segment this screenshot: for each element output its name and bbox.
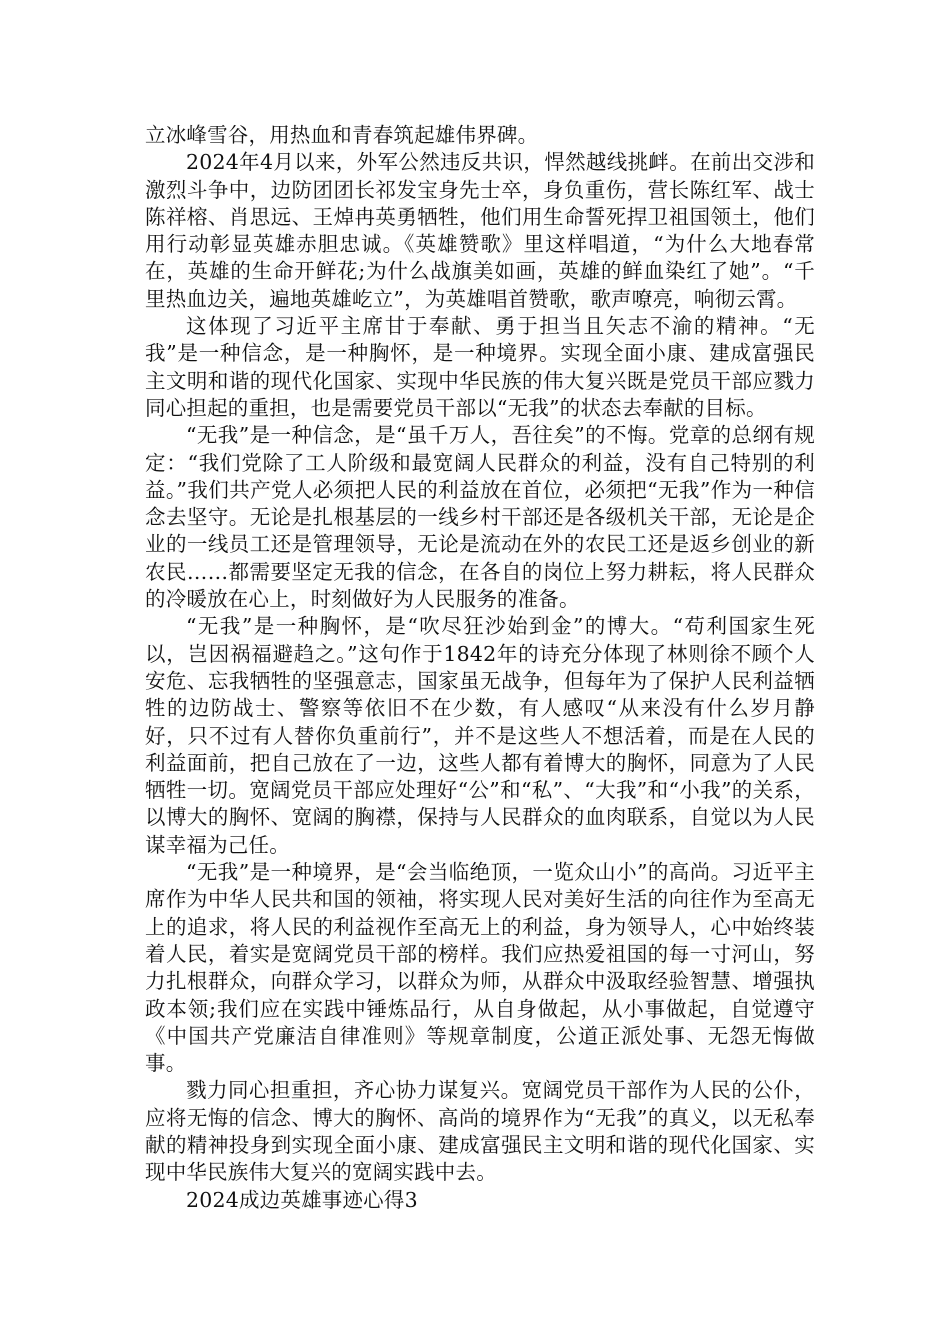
- paragraph-realm: “无我”是一种境界，是“会当临绝顶，一览众山小”的高尚。习近平主席作为中华人民共和国的领袖，将实现人民对美好生活的向往作为至高无上的追求，将人民的利益视作至高无上的利益，身为领导人，心中始终装着人民，着实是宽阔党员干部的榜样。我们应热爱祖国的每一寸河山，努力扎根群众，向群众学习，以群众为师，从群众中汲取经验智慧、增强执政本领;我们应在实践中锤炼品行，从自身做起，从小事做起，自觉遵守《中国共产党廉洁自律准则》等规章制度，公道正派处事、无怨无悔做事。: [145, 860, 815, 1076]
- paragraph-selfless-spirit: 这体现了习近平主席甘于奉献、勇于担当且矢志不渝的精神。“无我”是一种信念，是一种胸怀，是一种境界。实现全面小康、建成富强民主文明和谐的现代化国家、实现中华民族的伟大复兴既是党员干部应戮力同心担起的重担，也是需要党员干部以“无我”的状态去奉献的目标。: [145, 314, 815, 420]
- paragraph-border-conflict: 2024年4月以来，外军公然违反共识，悍然越线挑衅。在前出交涉和激烈斗争中，边防团团长祁发宝身先士卒，身负重伤，营长陈红军、战士陈祥榕、肖思远、王焯冉英勇牺牲，他们用生命誓死捍卫祖国领土，他们用行动彰显英雄赤胆忠诚。《英雄赞歌》里这样唱道，“为什么大地春常在，英雄的生命开鲜花;为什么战旗美如画，英雄的鲜血染红了她”。“千里热血边关，遍地英雄屹立”，为英雄唱首赞歌，歌声嘹亮，响彻云霄。: [145, 150, 815, 311]
- paragraph-conclusion: 戮力同心担重担，齐心协力谋复兴。宽阔党员干部作为人民的公仆，应将无悔的信念、博大的胸怀、高尚的境界作为“无我”的真义，以无私奉献的精神投身到实现全面小康、建成富强民主文明和谐的现代化国家、实现中华民族伟大复兴的宽阔实践中去。: [145, 1078, 815, 1185]
- paragraph-broad-mind: “无我”是一种胸怀，是“吹尽狂沙始到金”的博大。“苟利国家生死以，岂因祸福避趋之。”这句作于1842年的诗充分体现了林则徐不顾个人安危、忘我牺牲的坚强意志，国家虽无战争，但每年为了保护人民利益牺牲的边防战士、警察等依旧不在少数，有人感叹“从来没有什么岁月静好，只不过有人替你负重前行”，并不是这些人不想活着，而是在人民的利益面前，把自己放在了一边，这些人都有着博大的胸怀，同意为了人民牺牲一切。宽阔党员干部应处理好“公”和“私”、“大我”和“小我”的关系，以博大的胸怀、宽阔的胸襟，保持与人民群众的血肉联系，自觉以为人民谋幸福为己任。: [145, 614, 815, 857]
- paragraph-continuation: 立冰峰雪谷，用热血和青春筑起雄伟界碑。: [145, 123, 539, 147]
- document-body: [145, 122, 815, 1214]
- paragraph-belief: “无我”是一种信念，是“虽千万人，吾往矣”的不悔。党章的总纲有规定：“我们党除了工人阶级和最宽阔人民群众的利益，没有自己特别的利益。”我们共产党人必须把人民的利益放在首位，必须把“无我”作为一种信念去坚守。无论是扎根基层的一线乡村干部还是各级机关干部，无论是企业的一线员工还是管理领导，无论是流动在外的农民工还是返乡创业的新农民……都需要坚定无我的信念，在各自的岗位上努力耕耘，将人民群众的冷暖放在心上，时刻做好为人民服务的准备。: [145, 423, 815, 612]
- section-heading: 2024成边英雄事迹心得3: [186, 1187, 418, 1212]
